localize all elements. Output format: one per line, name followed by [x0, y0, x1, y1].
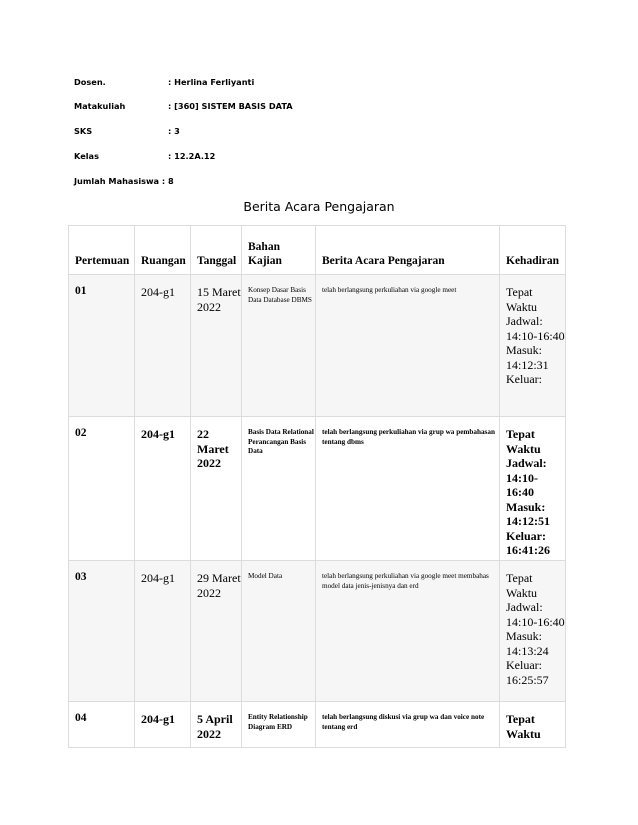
meeting-number: 02 [69, 417, 135, 561]
attendance-status: Tepat Waktu [506, 427, 541, 456]
room-cell: 204-g1 [135, 702, 191, 748]
credits-value: : 3 [168, 126, 180, 136]
class-label: Kelas [74, 151, 99, 161]
student-count-label: Jumlah Mahasiswa : 8 [74, 176, 174, 186]
lecturer-label: Dosen. [74, 77, 106, 87]
column-header: Tanggal [191, 226, 242, 275]
attendance-check-out: Keluar: 16:41:26 [506, 528, 550, 557]
course-value: : [360] SISTEM BASIS DATA [168, 101, 293, 111]
lecturer-value: : Herlina Ferliyanti [168, 77, 255, 87]
table-row [69, 275, 566, 417]
attendance-check-in: Masuk: 14:12:51 [506, 499, 550, 528]
attendance-schedule: Jadwal: 14:10-16:40 [506, 600, 565, 629]
column-header: Bahan Kajian [242, 226, 316, 275]
attendance-schedule: Jadwal: 14:10-16:40 [506, 456, 547, 499]
credits-label: SKS [74, 126, 93, 136]
table-header-row [69, 226, 566, 275]
report-cell: telah berlangsung perkuliahan via grup wa pembahasan tentang dbms [316, 417, 500, 561]
attendance-check-out: Keluar: 16:25:57 [506, 658, 549, 687]
topic-cell: Basis Data Relational Perancangan Basis Data [242, 417, 316, 561]
class-value: : 12.2A.12 [168, 151, 216, 161]
meeting-number: 01 [69, 275, 135, 417]
date-cell: 29 Maret 2022 [191, 561, 242, 702]
topic-cell: Entity Relationship Diagram ERD [242, 702, 316, 748]
attendance-check-in: Masuk: 14:12:31 [506, 343, 549, 372]
attendance-cell [500, 561, 566, 702]
date-cell: 15 Maret 2022 [191, 275, 242, 417]
topic-cell: Konsep Dasar Basis Data Database DBMS [242, 275, 316, 417]
attendance-status: Tepat Waktu [506, 571, 538, 600]
attendance-check-in: Masuk: 14:13:24 [506, 629, 549, 658]
topic-cell: Model Data [242, 561, 316, 702]
attendance-cell [500, 275, 566, 417]
column-header: Pertemuan [69, 226, 135, 275]
attendance-status: Tepat Waktu [506, 712, 541, 741]
meeting-number: 04 [69, 702, 135, 748]
column-header: Ruangan [135, 226, 191, 275]
attendance-check-out: Keluar: [506, 372, 542, 386]
column-header: Kehadiran [500, 226, 566, 275]
table-row [69, 561, 566, 702]
date-cell: 22 Maret 2022 [191, 417, 242, 561]
attendance-schedule: Jadwal: 14:10-16:40 [506, 314, 565, 343]
table-row [69, 702, 566, 748]
attendance-status: Tepat Waktu [506, 285, 538, 314]
report-cell: telah berlangsung perkuliahan via google meet [316, 275, 500, 417]
room-cell: 204-g1 [135, 417, 191, 561]
attendance-cell [500, 417, 566, 561]
table-row [69, 417, 566, 561]
meeting-number: 03 [69, 561, 135, 702]
room-cell: 204-g1 [135, 275, 191, 417]
document-title: Berita Acara Pengajaran [243, 199, 395, 214]
room-cell: 204-g1 [135, 561, 191, 702]
teaching-record-table [68, 225, 566, 748]
report-cell: telah berlangsung diskusi via grup wa dan voice note tentang erd [316, 702, 500, 748]
column-header: Berita Acara Pengajaran [316, 226, 500, 275]
date-cell: 5 April 2022 [191, 702, 242, 748]
course-label: Matakuliah [74, 101, 126, 111]
report-cell: telah berlangsung perkuliahan via google meet membahas model data jenis-jenisnya dan erd [316, 561, 500, 702]
attendance-cell [500, 702, 566, 748]
